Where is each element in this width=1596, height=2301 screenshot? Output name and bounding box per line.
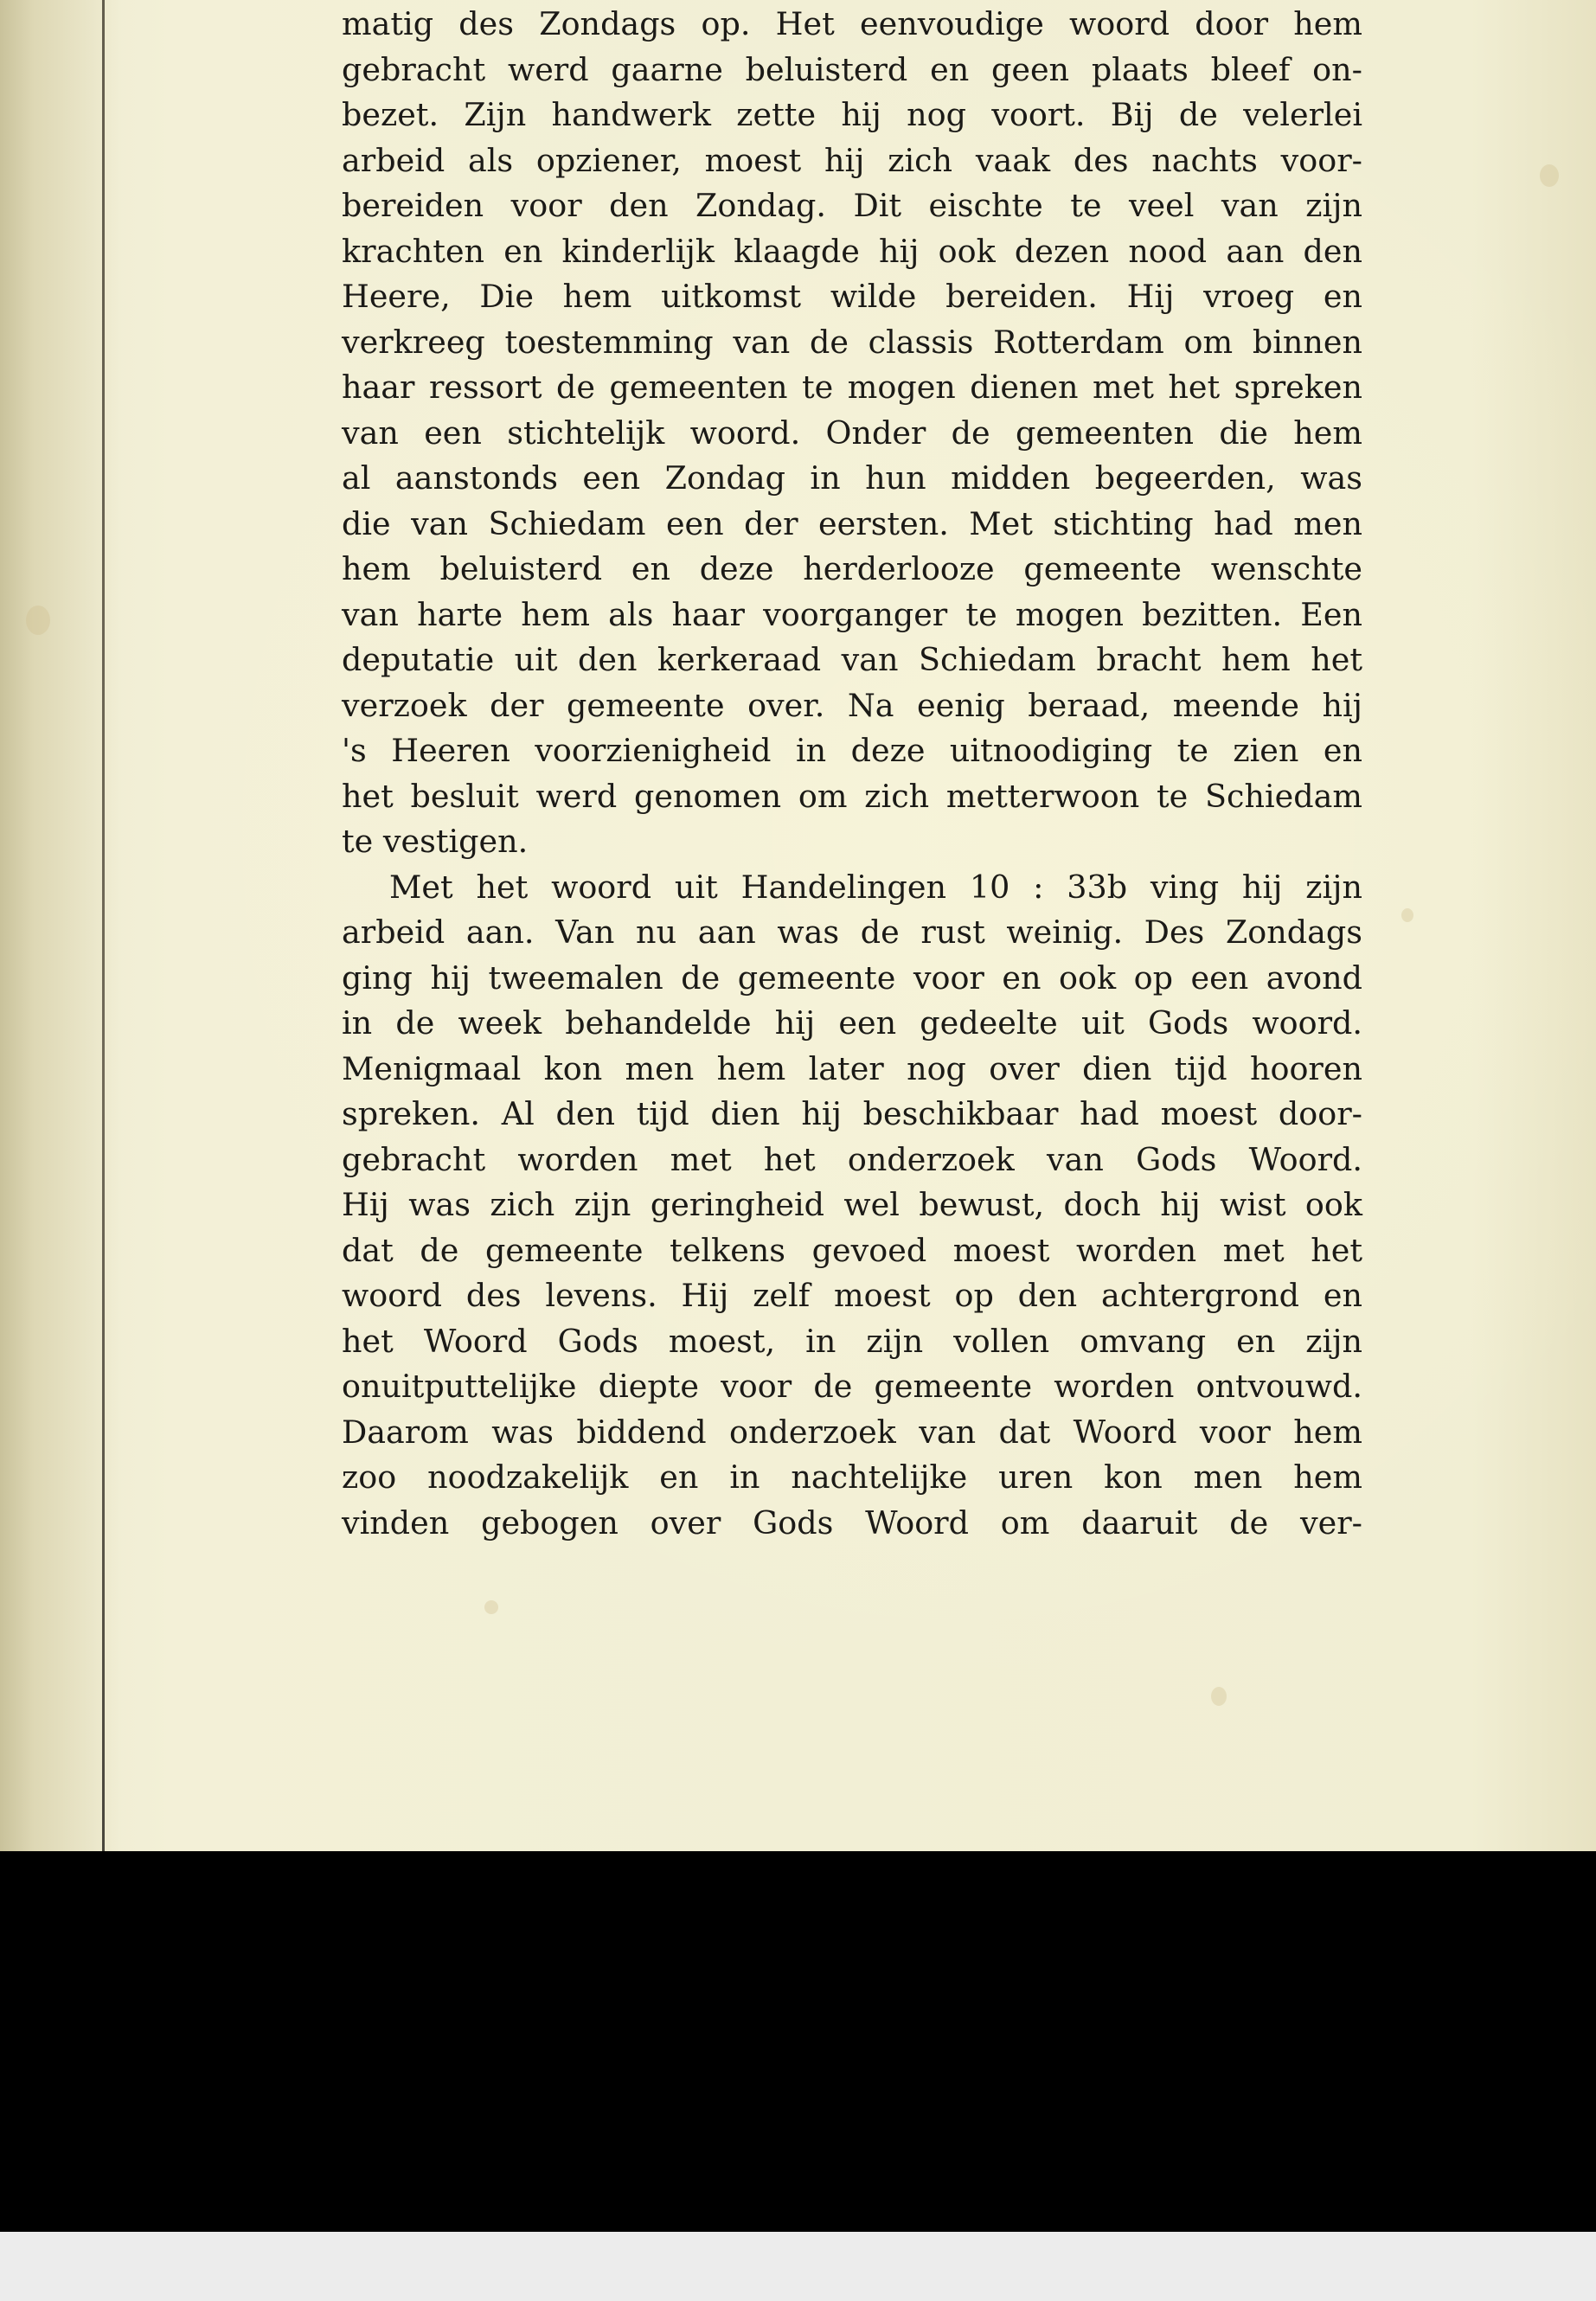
paper-speck xyxy=(1211,1687,1227,1706)
text-line: in de week behandelde hij een gedeelte uit Gods woord. xyxy=(342,1004,1362,1042)
text-line: deputatie uit den kerkeraad van Schiedam bracht hem het xyxy=(342,641,1362,678)
text-line: 's Heeren voorzienigheid in deze uitnoodiging te zien en xyxy=(342,732,1362,769)
binding-edge xyxy=(102,0,105,1851)
text-line: vinden gebogen over Gods Woord om daaruit de ver- xyxy=(342,1503,1362,1541)
text-line: matig des Zondags op. Het eenvoudige woord door hem xyxy=(342,5,1362,42)
text-line: ging hij tweemalen de gemeente voor en ook op een avond xyxy=(342,958,1362,997)
text-line: onuitputtelijke diepte voor de gemeente worden ontvouwd. xyxy=(342,1368,1362,1405)
text-line: Daarom was biddend onderzoek van dat Woord voor hem xyxy=(342,1413,1362,1451)
text-line: Menigmaal kon men hem later nog over dien tijd hooren xyxy=(342,1049,1362,1087)
text-line: gebracht worden met het onderzoek van Gods Woord. xyxy=(342,1140,1362,1178)
text-line: bezet. Zijn handwerk zette hij nog voort. Bij de velerlei xyxy=(342,96,1362,133)
text-line: te vestigen. xyxy=(342,823,529,860)
text-line: het besluit werd genomen om zich metterwoon te Schiedam xyxy=(342,777,1362,815)
text-line: arbeid als opziener, moest hij zich vaak des nachts voor- xyxy=(342,141,1362,179)
text-line: hem beluisterd en deze herderlooze gemeente wenschte xyxy=(342,550,1362,587)
text-line: van een stichtelijk woord. Onder de gemeenten die hem xyxy=(342,413,1362,452)
text-line: die van Schiedam een der eersten. Met stichting had men xyxy=(342,504,1362,542)
text-line: bereiden voor den Zondag. Dit eischte te veel van zijn xyxy=(342,187,1362,224)
text-line: verzoek der gemeente over. Na eenig beraad, meende hij xyxy=(342,686,1362,724)
text-line: Hij was zich zijn geringheid wel bewust, doch hij wist ook xyxy=(342,1186,1362,1223)
paper-speck xyxy=(26,606,50,635)
paper-speck xyxy=(484,1600,498,1614)
text-line: het Woord Gods moest, in zijn vollen omvang en zijn xyxy=(342,1322,1362,1360)
text-line: van harte hem als haar voorganger te mogen bezitten. Een xyxy=(342,595,1362,633)
text-line: Heere, Die hem uitkomst wilde bereiden. Hij vroeg en xyxy=(342,278,1362,315)
text-line: haar ressort de gemeenten te mogen dienen met het spreken xyxy=(342,369,1362,406)
text-line: verkreeg toestemming van de classis Rotterdam om binnen xyxy=(342,323,1362,361)
text-line: gebracht werd gaarne beluisterd en geen plaats bleef on- xyxy=(342,50,1362,88)
text-line: woord des levens. Hij zelf moest op den achtergrond en xyxy=(342,1277,1362,1314)
text-line: krachten en kinderlijk klaagde hij ook dezen nood aan den xyxy=(342,232,1362,270)
scan-background xyxy=(0,1851,1596,2232)
text-line: Met het woord uit Handelingen 10 : 33b ving hij zijn xyxy=(389,868,1362,906)
paper-speck xyxy=(1401,908,1413,922)
bottom-margin-strip xyxy=(0,2232,1596,2301)
paper-speck xyxy=(1540,164,1559,187)
text-line: zoo noodzakelijk en in nachtelijke uren kon men hem xyxy=(342,1458,1362,1496)
text-line: dat de gemeente telkens gevoed moest worden met het xyxy=(342,1231,1362,1269)
text-line: al aanstonds een Zondag in hun midden begeerden, was xyxy=(342,459,1362,497)
text-line: spreken. Al den tijd dien hij beschikbaar had moest door- xyxy=(342,1095,1362,1132)
body-text xyxy=(342,2,1362,1546)
text-line: arbeid aan. Van nu aan was de rust weinig. Des Zondags xyxy=(342,913,1362,951)
